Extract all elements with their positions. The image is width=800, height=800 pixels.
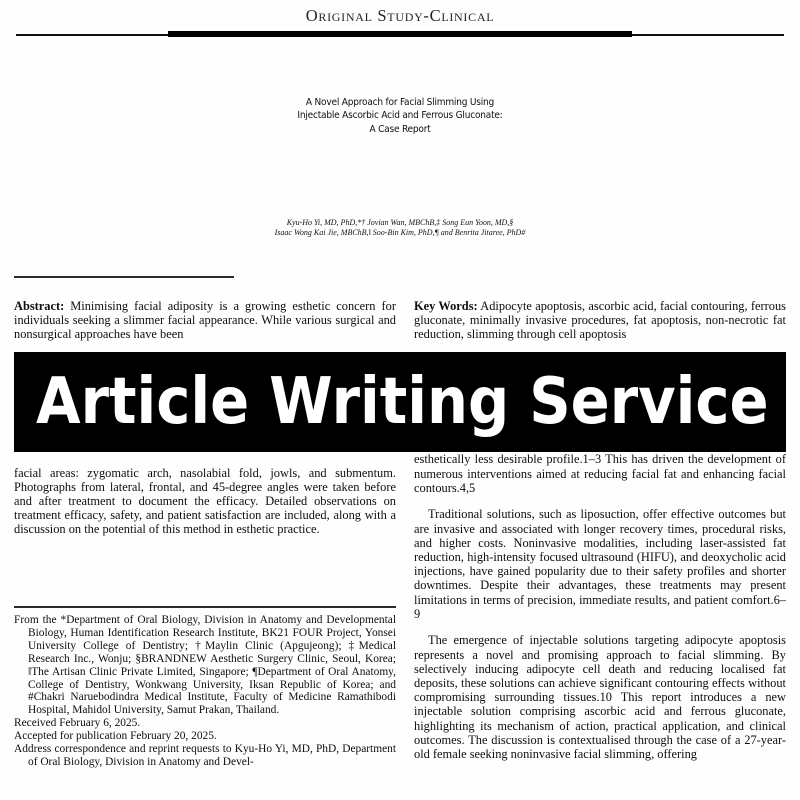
footnote-affiliations: From the *Department of Oral Biology, Division in Anatomy and Developmental Biology, Human Identification Research Institute, BK21 FOUR Project, Yonsei University College of Dentistry; †Maylin Clinic (Apgujeong); ‡Medical Research Inc., Wonju; §BRANDNEW Aesthetic Surgery Clinic, Seoul, Korea; ‖The Artisan Clinic Private Limited, Singapore; ¶Department of Oral Anatomy, College of Dentistry, Wonkwang University, Iksan Republic of Korea; and #Chakri Naruebodindra Medical Institute, Faculty of Medicine Ramathibodi Hospital, Mahidol University, Samut Prakan, Thailand. (14, 614, 396, 717)
introduction-section (414, 440, 786, 774)
intro-paragraph-1: esthetically less desirable profile.1–3 This has driven the development of numerous interventions aimed at reducing facial fat and enhancing facial contours.4,5 (414, 452, 786, 495)
author-list (30, 218, 770, 239)
abstract-paragraph (14, 300, 396, 342)
header-rule-thick (168, 31, 632, 37)
abstract-rule (14, 276, 234, 278)
footnotes-section (14, 614, 396, 769)
abstract-text-bottom: facial areas: zygomatic arch, nasolabial fold, jowls, and submentum. Photographs from lateral, frontal, and 45-degree angles were taken before and after treatment to document the efficacy. Detailed observations on treatment efficacy, safety, and patient satisfaction are included, along with a discussion on the potential of this method in esthetic practice. (14, 466, 396, 537)
author-line-1: Kyu-Ho Yi, MD, PhD,*† Jovian Wan, MBChB,‡ Song Eun Yoon, MD,§ (286, 218, 514, 227)
abstract-text-top: Minimising facial adiposity is a growing esthetic concern for individuals seeking a slimmer facial appearance. While various surgical and nonsurgical approaches have been (14, 299, 396, 342)
abstract-label: Abstract: (14, 299, 65, 314)
keywords-section (414, 288, 786, 355)
keywords-label: Key Words: (414, 299, 478, 314)
watermark-text: Article Writing Service (36, 365, 769, 439)
watermark-banner (14, 352, 786, 452)
title-line-2: Injectable Ascorbic Acid and Ferrous Gluconate: (297, 110, 503, 122)
keywords-text: Adipocyte apoptosis, ascorbic acid, facial contouring, ferrous gluconate, minimally invasive procedures, fat apoptosis, non-necrotic fat reduction, slimming through cell apoptosis (414, 299, 786, 342)
footnote-accepted: Accepted for publication February 20, 2025. (14, 730, 217, 743)
title-line-3: A Case Report (369, 123, 431, 135)
intro-paragraph-2: Traditional solutions, such as liposuction, offer effective outcomes but are invasive and associated with longer recovery times, procedural risks, and higher costs. Noninvasive modalities, including laser-assisted fat reduction, high-intensity focused ultrasound (HIFU), and deoxycholic acid injections, have gained popularity due to their safety profiles and shorter downtimes. Despite their advantages, these treatments may present limitations in terms of precision, immediate results, and patient comfort.6–9 (414, 507, 786, 621)
abstract-section-continued (14, 455, 396, 550)
page-title (60, 96, 740, 136)
footnote-received: Received February 6, 2025. (14, 717, 141, 730)
running-head: Original Study-Clinical (305, 6, 495, 25)
footnote-correspondence: Address correspondence and reprint requests to Kyu-Ho Yi, MD, PhD, Department of Oral Biology, Division in Anatomy and Devel- (14, 743, 396, 768)
author-line-2: Isaac Wong Kai Jie, MBChB,‖ Soo-Bin Kim, PhD,¶ and Benrita Jitaree, PhD# (274, 228, 526, 238)
footnote-rule (14, 606, 396, 608)
abstract-section (14, 288, 396, 355)
title-line-1: A Novel Approach for Facial Slimming Using (305, 97, 495, 108)
intro-paragraph-3: The emergence of injectable solutions targeting adipocyte apoptosis represents a novel and promising approach to facial slimming. By selectively inducing adipocyte cell death and reducing localised fat deposits, these solutions can achieve significant contouring effects without compromising surrounding tissues.10 This report introduces a new injectable solution comprising ascorbic acid and ferrous gluconate, highlighting its mechanism of action, practical application, and clinical outcomes. The discussion is contextualised through the case of a 27-year-old female seeking noninvasive facial slimming, offering (414, 633, 786, 762)
keywords-paragraph (414, 300, 786, 342)
